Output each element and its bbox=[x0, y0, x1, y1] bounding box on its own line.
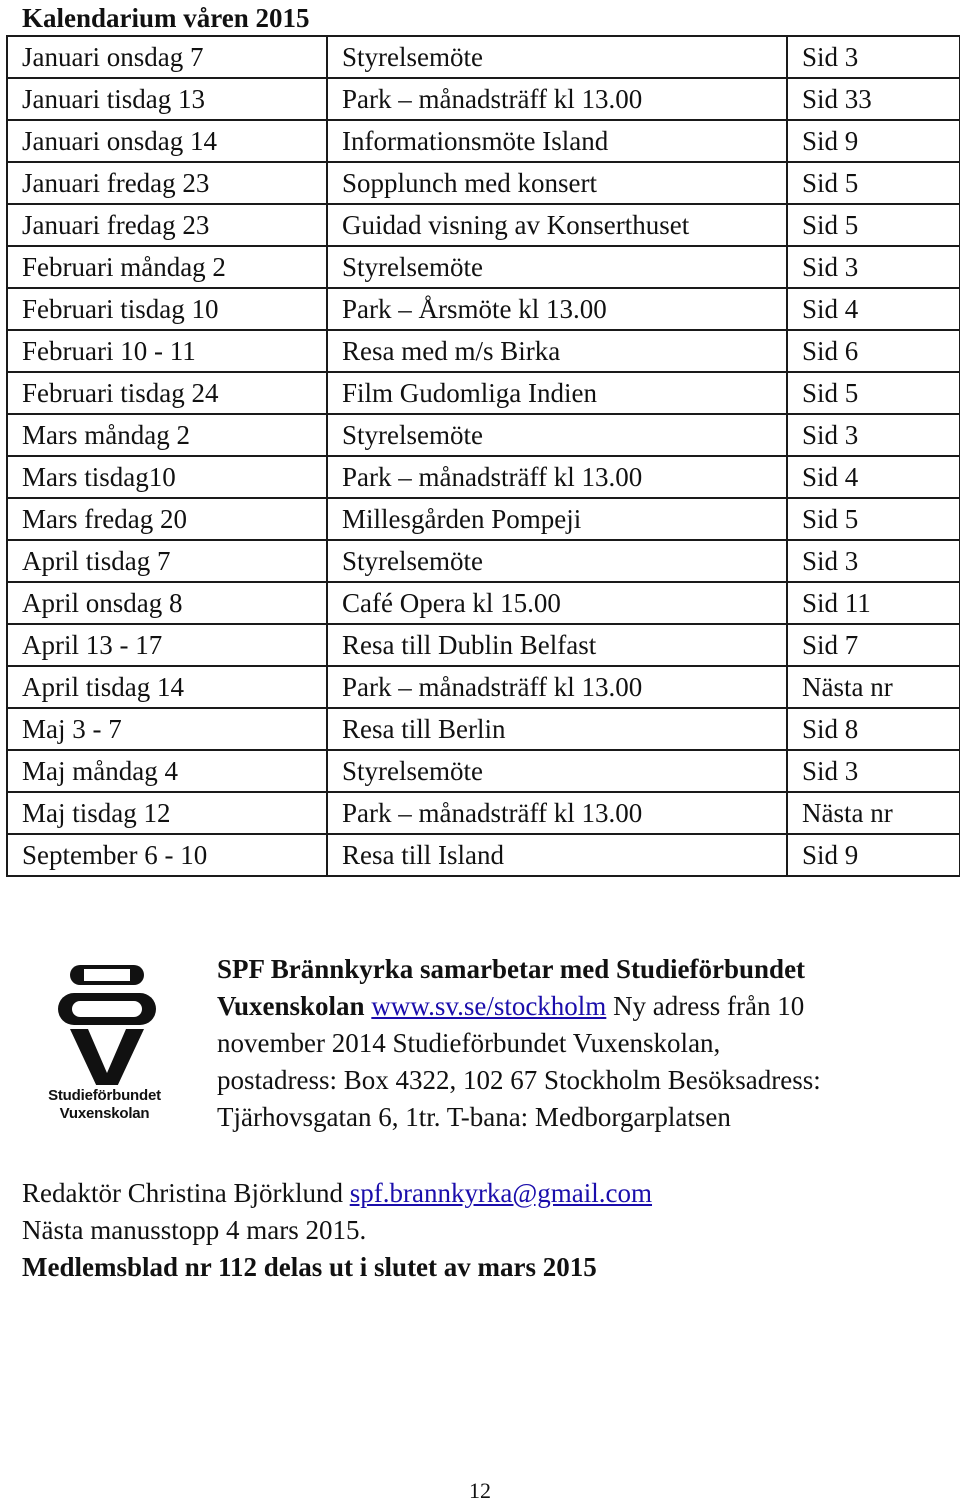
calendar-row bbox=[7, 750, 960, 792]
calendar-row bbox=[7, 246, 960, 288]
calendar-cell-date: Mars måndag 2 bbox=[7, 414, 327, 456]
calendar-cell-event: Park – månadsträff kl 13.00 bbox=[327, 456, 787, 498]
calendar-cell-page-ref: Nästa nr bbox=[787, 666, 960, 708]
calendar-cell-page-ref: Sid 5 bbox=[787, 204, 960, 246]
vuxenskolan-logo-icon bbox=[22, 955, 187, 1085]
calendar-cell-page-ref: Sid 4 bbox=[787, 288, 960, 330]
editor-line bbox=[22, 1175, 942, 1212]
calendar-cell-date: Februari måndag 2 bbox=[7, 246, 327, 288]
calendar-cell-event: Park – månadsträff kl 13.00 bbox=[327, 78, 787, 120]
info-bold-line: SPF Brännkyrka samarbetar med Studieförbundet bbox=[217, 954, 806, 984]
info-line-5: Tjärhovsgatan 6, 1tr. T-bana: Medborgarplatsen bbox=[217, 1102, 731, 1132]
calendar-cell-event: Park – månadsträff kl 13.00 bbox=[327, 666, 787, 708]
calendar-row bbox=[7, 120, 960, 162]
vuxenskolan-link[interactable]: www.sv.se/stockholm bbox=[371, 991, 607, 1021]
info-line-4: postadress: Box 4322, 102 67 Stockholm Besöksadress: bbox=[217, 1065, 821, 1095]
calendar-row bbox=[7, 708, 960, 750]
logo-line-2: Vuxenskolan bbox=[59, 1105, 150, 1122]
info-line-3: november 2014 Studieförbundet Vuxenskolan, bbox=[217, 1028, 721, 1058]
calendar-cell-event: Sopplunch med konsert bbox=[327, 162, 787, 204]
calendar-row bbox=[7, 624, 960, 666]
page-number: 12 bbox=[469, 1478, 491, 1503]
calendar-cell-event: Resa till Berlin bbox=[327, 708, 787, 750]
calendar-cell-page-ref: Sid 3 bbox=[787, 246, 960, 288]
calendar-cell-page-ref: Sid 3 bbox=[787, 414, 960, 456]
calendar-cell-date: Januari fredag 23 bbox=[7, 162, 327, 204]
deadline-line: Nästa manusstopp 4 mars 2015. bbox=[22, 1215, 367, 1245]
calendar-cell-date: April onsdag 8 bbox=[7, 582, 327, 624]
calendar-cell-page-ref: Sid 3 bbox=[787, 750, 960, 792]
calendar-row bbox=[7, 792, 960, 834]
calendar-row bbox=[7, 540, 960, 582]
calendar-cell-page-ref: Sid 9 bbox=[787, 834, 960, 876]
calendar-cell-page-ref: Sid 11 bbox=[787, 582, 960, 624]
calendar-cell-event: Styrelsemöte bbox=[327, 750, 787, 792]
calendar-cell-event: Guidad visning av Konserthuset bbox=[327, 204, 787, 246]
calendar-cell-date: Februari tisdag 10 bbox=[7, 288, 327, 330]
calendar-row bbox=[7, 372, 960, 414]
calendar-cell-event: Styrelsemöte bbox=[327, 36, 787, 78]
calendar-cell-date: April tisdag 7 bbox=[7, 540, 327, 582]
info-line-2 bbox=[217, 988, 952, 1025]
calendar-cell-event: Styrelsemöte bbox=[327, 540, 787, 582]
calendar-cell-page-ref: Sid 33 bbox=[787, 78, 960, 120]
calendar-row bbox=[7, 414, 960, 456]
calendar-row bbox=[7, 330, 960, 372]
calendar-row bbox=[7, 456, 960, 498]
calendar-cell-page-ref: Sid 9 bbox=[787, 120, 960, 162]
calendar-cell-date: Januari onsdag 7 bbox=[7, 36, 327, 78]
calendar-cell-page-ref: Sid 5 bbox=[787, 162, 960, 204]
calendar-cell-date: Mars tisdag10 bbox=[7, 456, 327, 498]
calendar-cell-page-ref: Sid 6 bbox=[787, 330, 960, 372]
editor-label: Redaktör Christina Björklund bbox=[22, 1178, 343, 1208]
editor-email-link[interactable]: spf.brannkyrka@gmail.com bbox=[349, 1178, 653, 1208]
calendar-table-body bbox=[7, 36, 960, 876]
info-new-address: Ny adress från 10 bbox=[613, 991, 805, 1021]
calendar-row bbox=[7, 162, 960, 204]
calendar-cell-event: Film Gudomliga Indien bbox=[327, 372, 787, 414]
calendar-row bbox=[7, 288, 960, 330]
calendar-cell-page-ref: Nästa nr bbox=[787, 792, 960, 834]
calendar-cell-date: April 13 - 17 bbox=[7, 624, 327, 666]
calendar-cell-page-ref: Sid 8 bbox=[787, 708, 960, 750]
calendar-cell-page-ref: Sid 5 bbox=[787, 372, 960, 414]
calendar-cell-event: Resa med m/s Birka bbox=[327, 330, 787, 372]
info-bold-vuxenskolan: Vuxenskolan bbox=[217, 991, 365, 1021]
calendar-cell-date: September 6 - 10 bbox=[7, 834, 327, 876]
calendar-cell-event: Park – månadsträff kl 13.00 bbox=[327, 792, 787, 834]
calendar-cell-date: Februari 10 - 11 bbox=[7, 330, 327, 372]
calendar-cell-page-ref: Sid 3 bbox=[787, 36, 960, 78]
calendar-cell-event: Resa till Dublin Belfast bbox=[327, 624, 787, 666]
calendar-cell-event: Café Opera kl 15.00 bbox=[327, 582, 787, 624]
calendar-cell-date: Januari tisdag 13 bbox=[7, 78, 327, 120]
calendar-cell-page-ref: Sid 5 bbox=[787, 498, 960, 540]
calendar-cell-page-ref: Sid 7 bbox=[787, 624, 960, 666]
calendar-cell-date: Januari onsdag 14 bbox=[7, 120, 327, 162]
calendar-cell-event: Styrelsemöte bbox=[327, 246, 787, 288]
calendar-row bbox=[7, 582, 960, 624]
calendar-cell-date: Maj tisdag 12 bbox=[7, 792, 327, 834]
footer bbox=[22, 1175, 942, 1286]
calendar-cell-date: Maj måndag 4 bbox=[7, 750, 327, 792]
calendar-cell-event: Millesgården Pompeji bbox=[327, 498, 787, 540]
info-paragraph bbox=[217, 951, 952, 1136]
calendar-cell-date: Maj 3 - 7 bbox=[7, 708, 327, 750]
next-issue-line: Medlemsblad nr 112 delas ut i slutet av mars 2015 bbox=[22, 1252, 597, 1282]
calendar-cell-event: Informationsmöte Island bbox=[327, 120, 787, 162]
calendar-table bbox=[6, 35, 960, 877]
calendar-cell-event: Styrelsemöte bbox=[327, 414, 787, 456]
calendar-row bbox=[7, 204, 960, 246]
calendar-cell-page-ref: Sid 3 bbox=[787, 540, 960, 582]
calendar-cell-page-ref: Sid 4 bbox=[787, 456, 960, 498]
calendar-row bbox=[7, 834, 960, 876]
calendar-cell-date: Januari fredag 23 bbox=[7, 204, 327, 246]
calendar-row bbox=[7, 78, 960, 120]
calendar-row bbox=[7, 498, 960, 540]
logo-line-1: Studieförbundet bbox=[48, 1087, 161, 1104]
calendar-row bbox=[7, 36, 960, 78]
calendar-cell-date: Februari tisdag 24 bbox=[7, 372, 327, 414]
calendar-cell-date: Mars fredag 20 bbox=[7, 498, 327, 540]
calendar-row bbox=[7, 666, 960, 708]
calendar-cell-date: April tisdag 14 bbox=[7, 666, 327, 708]
calendar-cell-event: Park – Årsmöte kl 13.00 bbox=[327, 288, 787, 330]
calendar-title: Kalendarium våren 2015 bbox=[22, 3, 310, 33]
vuxenskolan-logo bbox=[22, 955, 187, 1130]
calendar-cell-event: Resa till Island bbox=[327, 834, 787, 876]
